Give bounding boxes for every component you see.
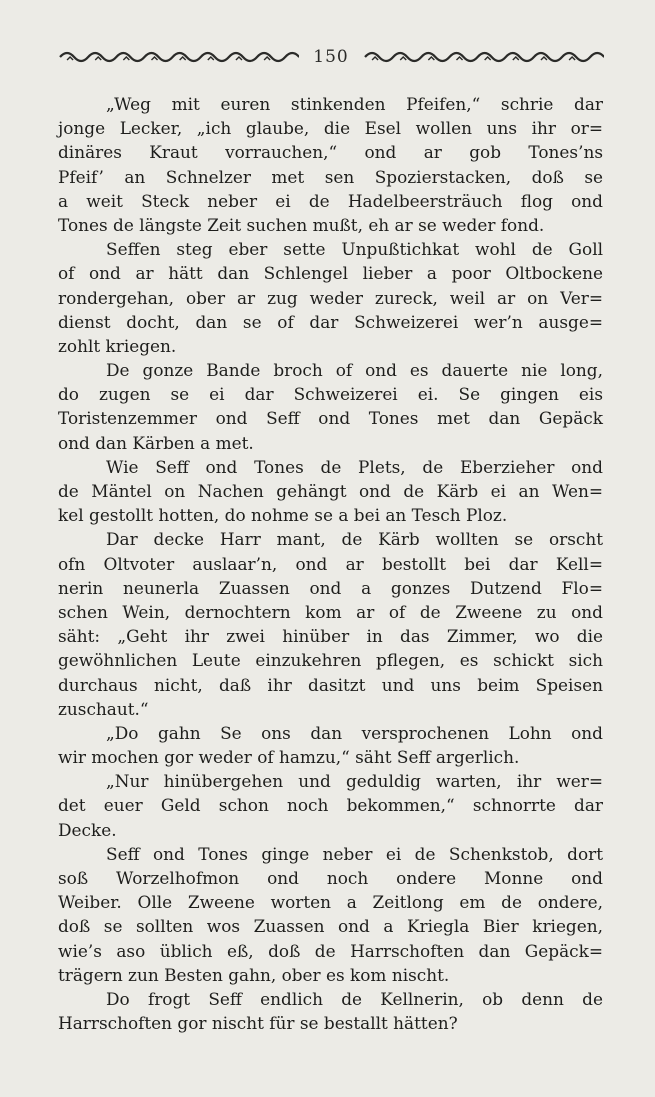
text-line: „Nur hinübergehen und geduldig warten, ihr wer= — [106, 771, 603, 792]
text-line: of ond ar hätt dan Schlengel lieber a poor Oltbockene — [58, 263, 603, 284]
text-line: do zugen se ei dar Schweizerei ei. Se gingen eis — [58, 384, 603, 405]
text-line: Weiber. Olle Zweene worten a Zeitlong em de ondere, — [58, 892, 603, 913]
text-line: ond dan Kärben a met. — [58, 432, 254, 453]
text-line: durchaus nicht, daß ihr dasitzt und uns beim Speisen — [58, 674, 603, 695]
text-line: Wie Seff ond Tones de Plets, de Eberzieher ond — [106, 456, 603, 477]
text-line: rondergehan, ober ar zug weder zureck, weil ar on Ver= — [58, 287, 603, 308]
text-line: zuschaut.“ — [58, 698, 149, 719]
text-line: det euer Geld schon noch bekommen,“ schnorrte dar — [58, 795, 603, 816]
text-line: Tones de längste Zeit suchen mußt, eh ar se weder fond. — [58, 214, 545, 235]
text-line: zohlt kriegen. — [58, 335, 177, 356]
text-line: nerin neunerla Zuassen ond a gonzes Dutzend Flo= — [58, 577, 603, 598]
text-line: „Do gahn Se ons dan versprochenen Lohn ond — [106, 722, 603, 743]
text-line: Seff ond Tones ginge neber ei de Schenkstob, dort — [106, 843, 603, 864]
text-line: schen Wein, dernochtern kom ar of de Zweene zu ond — [58, 601, 603, 622]
text-line: ofn Oltvoter auslaar’n, ond ar bestollt bei dar Kell= — [58, 553, 603, 574]
ornament-right-icon — [363, 50, 604, 64]
text-line: dinäres Kraut vorrauchen,“ ond ar gob Tones’ns — [58, 142, 603, 163]
text-line: soß Worzelhofmon ond noch ondere Monne ond — [58, 868, 603, 888]
page-header — [58, 44, 604, 70]
text-line: jonge Lecker, „ich glaube, die Esel wollen uns ihr or= — [58, 118, 603, 139]
text-line: Dar decke Harr mant, de Kärb wollten se orscht — [106, 529, 603, 550]
text-line: doß se sollten wos Zuassen ond a Kriegla Bier kriegen, — [58, 916, 603, 937]
ornament-left-icon — [58, 50, 299, 64]
text-line: wir mochen gor weder of hamzu,“ säht Seff argerlich. — [58, 747, 520, 768]
text-line: de Mäntel on Nachen gehängt ond de Kärb ei an Wen= — [58, 481, 603, 501]
text-line: „Weg mit euren stinkenden Pfeifen,“ schrie dar — [106, 94, 603, 114]
text-line: Seffen steg eber sette Unpußtichkat wohl de Goll — [106, 239, 603, 260]
text-line: Toristenzemmer ond Seff ond Tones met dan Gepäck — [58, 408, 603, 429]
body-text — [58, 92, 603, 1035]
text-line: säht: „Geht ihr zwei hinüber in das Zimmer, wo die — [58, 626, 603, 647]
text-line: a weit Steck neber ei de Hadelbeersträuch flog ond — [58, 190, 603, 211]
text-line: trägern zun Besten gahn, ober es kom nischt. — [58, 964, 450, 985]
text-line: kel gestollt hotten, do nohme se a bei an Tesch Ploz. — [58, 505, 508, 526]
text-line: gewöhnlichen Leute einzukehren pflegen, es schickt sich — [58, 650, 603, 671]
text-line: Pfeif’ an Schnelzer met sen Spozierstacken, doß se — [58, 166, 603, 187]
text-line: Do frogt Seff endlich de Kellnerin, ob denn de — [106, 988, 603, 1009]
page-number: 150 — [313, 47, 349, 67]
text-line: Harrschoften gor nischt für se bestallt hätten? — [58, 1013, 458, 1034]
text-line: De gonze Bande broch of ond es dauerte nie long, — [106, 360, 603, 381]
text-line: wie’s aso üblich eß, doß de Harrschoften dan Gepäck= — [58, 940, 603, 961]
text-line: Decke. — [58, 819, 117, 840]
text-line: dienst docht, dan se of dar Schweizerei wer’n ausge= — [58, 311, 603, 332]
